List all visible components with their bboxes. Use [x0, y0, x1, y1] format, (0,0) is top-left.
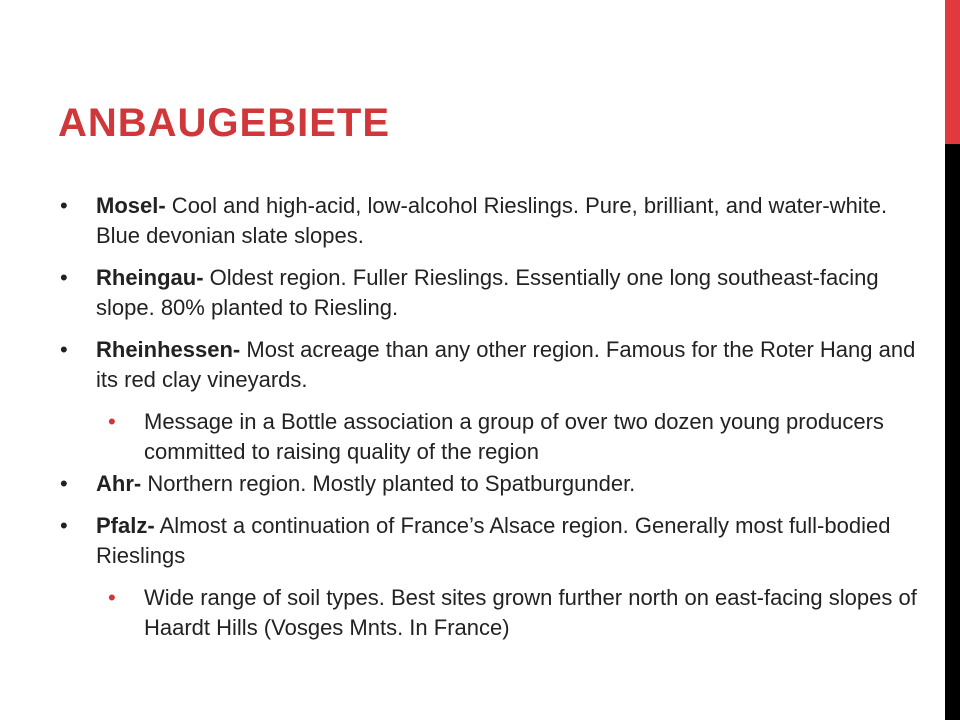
- list-item: [60, 469, 920, 499]
- list-item: [60, 511, 920, 571]
- item-lead: Pfalz-: [96, 513, 155, 538]
- list-item: [60, 335, 920, 395]
- bullet-icon: •: [60, 337, 68, 362]
- bullet-icon: •: [60, 471, 68, 496]
- sub-list-item: [60, 407, 920, 467]
- item-text: Wide range of soil types. Best sites grown further north on east-facing slopes of Haardt Hills (Vosges Mnts. In France): [144, 585, 917, 640]
- list-item: [60, 263, 920, 323]
- item-lead: Ahr-: [96, 471, 142, 496]
- bullet-list: [60, 191, 920, 655]
- accent-bar-black: [945, 144, 960, 720]
- item-lead: Rheinhessen-: [96, 337, 241, 362]
- item-text: Message in a Bottle association a group of over two dozen young producers committed to raising quality of the region: [144, 409, 884, 464]
- slide-title: ANBAUGEBIETE: [58, 101, 391, 145]
- bullet-icon: •: [108, 585, 116, 610]
- item-text: Cool and high-acid, low-alcohol Rieslings. Pure, brilliant, and water-white. Blue devonian slate slopes.: [96, 193, 888, 248]
- item-text: Oldest region. Fuller Rieslings. Essentially one long southeast-facing slope. 80% planted to Riesling.: [96, 265, 879, 320]
- bullet-icon: •: [108, 409, 116, 434]
- item-lead: Rheingau-: [96, 265, 204, 290]
- accent-bar-red: [945, 0, 960, 144]
- sub-list-item: [60, 583, 920, 643]
- item-text: Almost a continuation of France’s Alsace region. Generally most full-bodied Rieslings: [96, 513, 891, 568]
- bullet-icon: •: [60, 513, 68, 538]
- list-item: [60, 191, 920, 251]
- item-text: Most acreage than any other region. Famous for the Roter Hang and its red clay vineyards.: [96, 337, 916, 392]
- item-lead: Mosel-: [96, 193, 166, 218]
- bullet-icon: •: [60, 193, 68, 218]
- item-text: Northern region. Mostly planted to Spatburgunder.: [141, 471, 636, 496]
- bullet-icon: •: [60, 265, 68, 290]
